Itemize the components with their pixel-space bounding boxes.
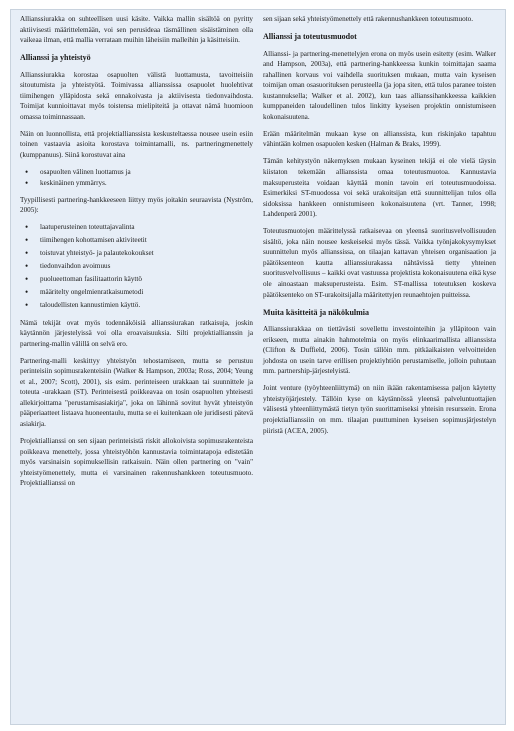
paragraph: Erään määritelmän mukaan kyse on allianssista, kun riskinjako tapahtuu vähintään kolmen osapuolen kesken (Halman & Braks, 1999). bbox=[263, 129, 496, 149]
bullet-list bbox=[20, 222, 253, 311]
paragraph: Partnering-malli keskittyy yhteistyön tehostamiseen, mutta se perustuu perinteisiin sopimusrakenteisiin (Walker & Hampson, 2003a; Ross, 2004; Yeung et al., 2007; Scott), 2001), sis esim. perinteiseen urakkaan tai suunnittele ja toteuta -urakkaan (ST). Perinteisestä poikkeavaa on tosin osapuolten yhteisesti allekirjoittama "perustamisasiakirja", joka on lähinnä sovitut hyvät yhteistyön pääperiaatteet listaava huoneentaulu, mutta se ei kuitenkaan ole juridisesti pätevä asiakirja. bbox=[20, 356, 253, 428]
bullet-list bbox=[20, 167, 253, 188]
paragraph: Allianssiurakka korostaa osapuolten välistä luottamusta, tavoitteisiin sitoutumista ja yhteistyötä. Toimivassa allianssissa osapuolet huolehtivat tiimihengen ylläpidosta sekä ennakoivasta ja aktiivisesta tiedonvaihdosta. Toimijat kunnioittavat myös toistensa mielipiteitä ja ottavat nämä huomioon omassa toiminnassaan. bbox=[20, 70, 253, 121]
paragraph: Tämän kehitystyön näkemyksen mukaan kyseinen tekijä ei ole vielä täysin kiistaton tekemään allianssista omaa toteutusmuotoa. Kannustavia maksuperusteita voidaan käyttää monin tavoin eri toteutusmuodoissa. Esimerkiksi ST-muodossa voi sekä urakoitsijan että suunnittelijan tulos olla sidoksissa hankkeen onnistumiseen kokonaisuutena (vrt. Tanner, 1998; Lahdenperä 2001). bbox=[263, 157, 496, 219]
left-column bbox=[20, 14, 253, 495]
list-item: • osapuolten välinen luottamus ja bbox=[40, 167, 253, 178]
paragraph: Toteutusmuotojen määrittelyssä ratkaisevaa on yleensä suoritusvelvollisuuden sisältö, joka näin nousee keskeiseksi myös tässä. Vaikka työnjakokysymykset suunnittelun myös allianssissa, on tilaajan kattavan yhteisen organisaation ja päätöksenteon kautta allianssiurakassa nähtävissä tietty yhteinen suoritusvelvollisuus – kaikki ovat vastuussa projektista kokonaisuutena eikä kyse ole ainoastaan maksuperusteista. Esim. ST-mallissa toteutuksen koskeva päätöksenteko on ST-urakoitsijalla määritettyjen reunaehtojen puitteissa. bbox=[263, 227, 496, 299]
list-item: • taloudellisten kannustimien käyttö. bbox=[40, 300, 253, 311]
list-item: • keskinäinen ymmärrys. bbox=[40, 178, 253, 189]
list-item: • laatuperusteinen toteuttajavalinta bbox=[40, 222, 253, 233]
paragraph: Allianssi- ja partnering-menettelyjen erona on myös usein esitetty (esim. Walker and Hampson, 2003a), että partnering-hankkeessa kunkin toimittajan saama rahallinen korvaus voi vaihdella suorituksen mukaan, mutta vain kyseisen toimijan oman osasuorituksen perusteella (ja jopa siten, että tulos paranee toisten kustannuksella; Walker et al. 2002), kun taas allianssihankkeessa kaikkien kumppaneiden taloudellinen tulos linkitty kyseisen projektin onnistumiseen kokonaisuutena. bbox=[263, 49, 496, 121]
document-page bbox=[10, 9, 506, 725]
section-heading: Muita käsitteitä ja näkökulmia bbox=[263, 307, 370, 317]
paragraph: sen sijaan sekä yhteistyömenettely että rakennushankkeen toteutusmuoto. bbox=[263, 15, 473, 23]
paragraph: Tyypillisesti partnering-hankkeeseen liittyy myös joitakin seuraavista (Nyström, 2005): bbox=[20, 195, 253, 215]
list-item: • puolueettoman fasilitaattorin käyttö bbox=[40, 274, 253, 285]
list-item: • tiedonvaihdon avoimuus bbox=[40, 261, 253, 272]
paragraph: Projektiallianssi on sen sijaan perinteisistä riskit allokoivista sopimusrakenteista poikkeava menettely, jossa yhteistyöhön kannustavia toimintatapoja edistetään myös varsinaisin sopimuksellisin ratkaisuin. Näin ollen partnering on "vain" yhteistyömenettely, mutta ei varsinainen rakennushankkeen toteutusmuoto. Projektiallianssi on bbox=[20, 437, 253, 488]
paragraph: Nämä tekijät ovat myös todennäköisiä allianssiurakan ratkaisuja, joskin käytännön järjestelyissä voi olla eroavaisuuksia. Silti projektiallianssin ja partnering-mallin välillä on selvä ero. bbox=[20, 318, 253, 348]
list-item: • tiimihengen kohottamisen aktiviteetit bbox=[40, 235, 253, 246]
list-item: • toistuvat yhteistyö- ja palautekokoukset bbox=[40, 248, 253, 259]
paragraph: Allianssiurakkaa on tiettävästi sovellettu investointeihin ja ylläpitoon vain erikseen, mutta ainakin hahmotelmia on myös elinkaarimallista allianssista (Clifton & Duffield, 2006). Tosin tällöin mm. pitkäaikaisten velvoitteiden johdosta on usein tarve erillisen projektiyhtiön perustamiselle, jolloin puhutaan mm. partnership-järjestelyistä. bbox=[263, 325, 496, 376]
right-column bbox=[263, 14, 496, 443]
section-heading: Allianssi ja toteutusmuodot bbox=[263, 32, 357, 42]
section-heading: Allianssi ja yhteistyö bbox=[20, 53, 91, 63]
paragraph: Allianssiurakka on suhteellisen uusi käsite. Vaikka mallin sisältöä on pyritty aktiivisesti määrittelemään, voi sen perusideaa täsmällinen sisäistäminen olla vaikeaa ilman, että mallia verrataan muihin läheisiin malleihin ja käsitteisiin. bbox=[20, 15, 253, 45]
list-item: • määritelty ongelmienratkaisumetodi bbox=[40, 287, 253, 298]
paragraph: Joint venture (työyhteenliittymä) on niin ikään rakentamisessa paljon käytetty yhteistyöjärjestely. Tällöin kyse on käytännössä yleensä palveluntuottajien välisestä yhteenliittymästä tietyn työn suorittamiseksi yhteisin resurssein. Erona projektiallianssiin on mm. tilaajan puuttuminen kyseisen sopimusjärjestelyn piiristä (ACEA, 2005). bbox=[263, 384, 496, 435]
paragraph: Näin on luonnollista, että projektiallianssista keskusteltaessa nousee usein esiin toinen vastaavia asioita korostava toimintamalli, ns. partneringmenettely (kumppanuus). Siinä korostuvat aina bbox=[20, 129, 253, 159]
